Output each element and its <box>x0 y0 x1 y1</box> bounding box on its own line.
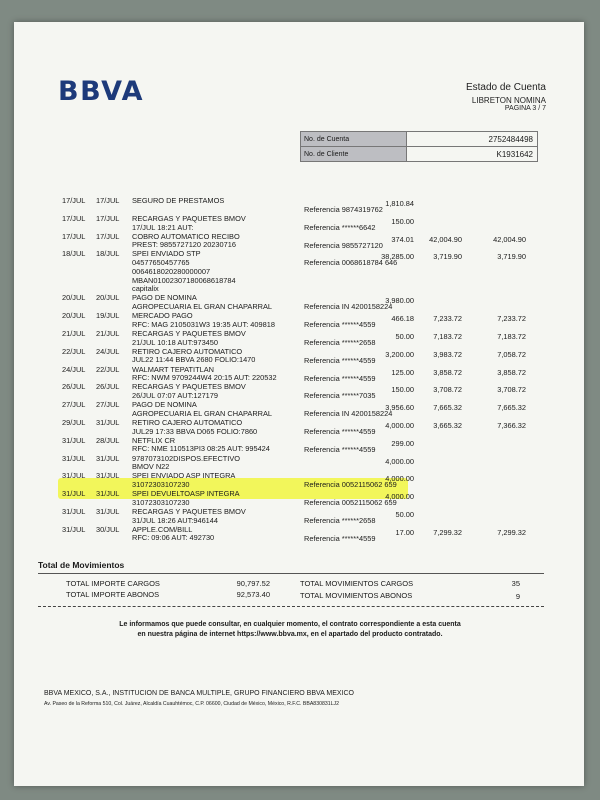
tx-description: AGROPECUARIA EL GRAN CHAPARRAL <box>132 302 273 311</box>
tx-description: COBRO AUTOMATICO RECIBO <box>132 231 240 241</box>
tx-description: APPLE.COM/BILL <box>132 524 193 534</box>
settle-date: 31/JUL <box>96 489 120 499</box>
tx-description: capitalix <box>132 284 159 294</box>
total-cargos-value: 90,797.52 <box>236 579 270 588</box>
balance-settled: 7,233.72 <box>497 314 526 324</box>
op-date: 31/JUL <box>62 524 86 534</box>
tx-reference: Referencia ******4559 <box>304 355 376 365</box>
tx-description: 17/JUL 18:21 AUT: <box>132 222 194 232</box>
account-box <box>300 131 538 162</box>
account-number-label: No. de Cuenta <box>301 132 407 146</box>
total-abonos-value: 92,573.40 <box>236 590 270 599</box>
tx-reference: Referencia ******4559 <box>304 426 376 436</box>
tx-amount: 4,000.00 <box>385 456 414 466</box>
op-date: 31/JUL <box>62 471 86 481</box>
balance-operation: 7,299.32 <box>433 527 462 537</box>
tx-description: RETIRO CAJERO AUTOMATICO <box>132 346 243 356</box>
tx-amount: 50.00 <box>395 331 414 341</box>
settle-date: 22/JUL <box>96 364 120 374</box>
settle-date: 28/JUL <box>96 435 120 445</box>
info-line-2: en nuestra página de internet https://www.bbva.mx, en el apartado del producto contratado. <box>137 631 443 638</box>
tx-description: 26/JUL 07:07 AUT:127179 <box>132 391 219 400</box>
settle-date: 17/JUL <box>96 231 120 241</box>
balance-operation: 42,004.90 <box>429 234 462 244</box>
tx-reference: Referencia 0052115062 659 <box>304 480 397 490</box>
totals-title: Total de Movimientos <box>38 560 125 570</box>
total-mov-abonos-label: TOTAL MOVIMIENTOS ABONOS <box>300 591 413 600</box>
op-date: 24/JUL <box>62 364 86 374</box>
op-date: 20/JUL <box>62 293 86 303</box>
statement-title: Estado de Cuenta <box>465 82 546 93</box>
tx-description: RFC: MAG 2105031W3 19:35 AUT: 409818 <box>132 319 275 329</box>
tx-amount: 150.00 <box>391 216 414 226</box>
settle-date: 21/JUL <box>96 328 120 338</box>
balance-operation: 7,183.72 <box>433 331 462 341</box>
balance-settled: 42,004.90 <box>493 234 526 244</box>
info-line-1: Le informamos que puede consultar, en cualquier momento, el contrato correspondiente a esta cuenta <box>119 621 461 628</box>
balance-operation: 7,665.32 <box>433 403 462 413</box>
total-cargos-label: TOTAL IMPORTE CARGOS <box>66 579 160 588</box>
account-number-value: 2752484498 <box>488 134 533 144</box>
settle-date: 19/JUL <box>96 311 120 321</box>
tx-description: 21/JUL 10:18 AUT:973450 <box>132 337 219 347</box>
tx-description: JUL22 11:44 BBVA 2680 FOLIO:1470 <box>132 355 256 365</box>
op-date: 18/JUL <box>62 249 86 259</box>
tx-reference: Referencia ******2658 <box>304 515 376 525</box>
tx-amount: 3,980.00 <box>385 296 414 306</box>
total-mov-abonos-value: 9 <box>515 592 520 601</box>
op-date: 27/JUL <box>62 400 86 410</box>
settle-date: 27/JUL <box>96 400 120 410</box>
tx-amount: 4,000.00 <box>385 474 414 484</box>
tx-description: JUL29 17:33 BBVA D065 FOLIO:7860 <box>132 426 258 436</box>
tx-reference: Referencia ******6642 <box>304 222 376 232</box>
tx-description: 9787073102DISPOS.EFECTIVO <box>132 453 241 463</box>
tx-description: PAGO DE NOMINA <box>132 293 197 303</box>
balance-operation: 3,983.72 <box>433 349 462 359</box>
balance-settled: 7,299.32 <box>497 527 526 537</box>
tx-reference: Referencia ******4559 <box>304 533 376 543</box>
tx-description: SPEI ENVIADO STP <box>132 249 201 259</box>
tx-description: 31072303107230 <box>132 480 190 489</box>
op-date: 20/JUL <box>62 311 86 321</box>
settle-date: 31/JUL <box>96 453 120 463</box>
tx-reference: Referencia 9855727120 <box>304 240 383 250</box>
op-date: 22/JUL <box>62 346 86 356</box>
tx-reference: Referencia 0052115062 659 <box>304 498 397 508</box>
tx-amount: 17.00 <box>395 527 414 537</box>
balance-settled: 7,665.32 <box>497 403 526 413</box>
total-abonos-label: TOTAL IMPORTE ABONOS <box>66 590 160 599</box>
balance-settled: 3,719.90 <box>497 252 526 262</box>
tx-description: 31/JUL 18:26 AUT:946144 <box>132 515 219 525</box>
tx-amount: 4,000.00 <box>385 492 414 502</box>
balance-operation: 3,665.32 <box>433 420 462 430</box>
tx-description: 31072303107230 <box>132 497 190 507</box>
op-date: 29/JUL <box>62 417 86 427</box>
tx-description: BMOV N22 <box>132 462 170 472</box>
op-date: 31/JUL <box>62 489 86 499</box>
tx-amount: 299.00 <box>391 438 414 448</box>
settle-date: 31/JUL <box>96 417 120 427</box>
tx-description: SPEI DEVUELTOASP INTEGRA <box>132 489 240 499</box>
settle-date: 26/JUL <box>96 382 120 392</box>
tx-amount: 1,810.84 <box>385 199 414 208</box>
tx-description: SEGURO DE PRESTAMOS <box>132 196 225 205</box>
tx-reference: Referencia 0068618784 646 <box>304 258 398 268</box>
tx-reference: Referencia ******4559 <box>304 320 376 330</box>
tx-description: NETFLIX CR <box>132 435 176 445</box>
tx-description: PAGO DE NOMINA <box>132 400 197 410</box>
total-mov-cargos-label: TOTAL MOVIMIENTOS CARGOS <box>300 579 414 588</box>
tx-reference: Referencia ******7035 <box>304 391 376 401</box>
tx-reference: Referencia ******2658 <box>304 337 376 347</box>
tx-description: RECARGAS Y PAQUETES BMOV <box>132 382 246 392</box>
tx-reference: Referencia IN 4200158224 <box>304 409 393 419</box>
tx-description: SPEI ENVIADO ASP INTEGRA <box>132 471 236 481</box>
tx-description: RFC: 09:06 AUT: 492730 <box>132 533 215 543</box>
tx-amount: 3,200.00 <box>385 349 414 359</box>
totals-top-rule <box>38 573 544 574</box>
bbva-logo: BBVA <box>58 76 145 107</box>
balance-settled: 3,858.72 <box>497 367 526 377</box>
tx-description: 0064618020280000007 <box>132 266 211 276</box>
tx-amount: 50.00 <box>395 509 414 519</box>
op-date: 31/JUL <box>62 435 86 445</box>
balance-settled: 7,058.72 <box>497 349 526 359</box>
balance-settled: 3,708.72 <box>497 385 526 395</box>
client-number-value: K1931642 <box>496 149 533 159</box>
tx-description: MBAN01002307180068618784 <box>132 275 236 285</box>
balance-operation: 3,858.72 <box>433 367 462 377</box>
page-number: PAGINA 3 / 7 <box>504 105 546 112</box>
tx-reference: Referencia IN 4200158224 <box>304 302 393 312</box>
op-date: 17/JUL <box>62 196 86 205</box>
tx-amount: 466.18 <box>391 314 414 324</box>
op-date: 31/JUL <box>62 506 86 516</box>
settle-date: 31/JUL <box>96 506 120 516</box>
account-type: LIBRETON NOMINA <box>471 96 546 105</box>
tx-amount: 3,956.60 <box>385 403 414 413</box>
tx-description: RECARGAS Y PAQUETES BMOV <box>132 213 246 223</box>
tx-amount: 374.01 <box>391 234 414 244</box>
balance-operation: 3,719.90 <box>433 252 462 262</box>
tx-description: 04577650457765 <box>132 258 190 268</box>
totals-dashed-rule <box>38 606 544 607</box>
tx-description: RECARGAS Y PAQUETES BMOV <box>132 506 246 516</box>
settle-date: 17/JUL <box>96 213 120 223</box>
tx-amount: 38,285.00 <box>381 252 414 262</box>
op-date: 26/JUL <box>62 382 86 392</box>
settle-date: 31/JUL <box>96 471 120 481</box>
tx-description: RETIRO CAJERO AUTOMATICO <box>132 417 243 427</box>
op-date: 17/JUL <box>62 213 86 223</box>
settle-date: 30/JUL <box>96 524 120 534</box>
balance-settled: 7,183.72 <box>497 331 526 341</box>
tx-amount: 150.00 <box>391 385 414 395</box>
settle-date: 24/JUL <box>96 346 120 356</box>
tx-description: RFC: NWM 9709244W4 20:15 AUT: 220532 <box>132 373 277 383</box>
tx-amount: 125.00 <box>391 367 414 377</box>
op-date: 21/JUL <box>62 328 86 338</box>
balance-settled: 7,366.32 <box>497 420 526 430</box>
tx-description: WALMART TEPATITLAN <box>132 364 214 374</box>
settle-date: 20/JUL <box>96 293 120 303</box>
tx-amount: 4,000.00 <box>385 420 414 430</box>
tx-reference: Referencia 9874319762 <box>304 205 383 214</box>
op-date: 31/JUL <box>62 453 86 463</box>
balance-operation: 7,233.72 <box>433 314 462 324</box>
tx-description: PREST: 9855727120 20230716 <box>132 240 236 250</box>
balance-operation: 3,708.72 <box>433 385 462 395</box>
tx-reference: Referencia ******4559 <box>304 444 376 454</box>
tx-reference: Referencia ******4559 <box>304 373 376 383</box>
footer-bank-name: BBVA MEXICO, S.A., INSTITUCION DE BANCA MULTIPLE, GRUPO FINANCIERO BBVA MEXICO <box>44 690 355 697</box>
total-mov-cargos-value: 35 <box>511 579 520 588</box>
tx-description: MERCADO PAGO <box>132 311 193 321</box>
tx-description: RECARGAS Y PAQUETES BMOV <box>132 328 246 338</box>
settle-date: 17/JUL <box>96 196 120 205</box>
tx-description: AGROPECUARIA EL GRAN CHAPARRAL <box>132 408 273 418</box>
tx-description: RFC: NME 110513PI3 08:25 AUT: 995424 <box>132 444 270 454</box>
settle-date: 18/JUL <box>96 249 120 259</box>
op-date: 17/JUL <box>62 231 86 241</box>
footer-address: Av. Paseo de la Reforma 510, Col. Juárez, Alcaldía Cuauhtémoc, C.P. 06600, Ciudad de México, México, R.F.C. BBA830831LJ2 <box>44 701 339 707</box>
client-number-label: No. de Cliente <box>301 147 407 161</box>
